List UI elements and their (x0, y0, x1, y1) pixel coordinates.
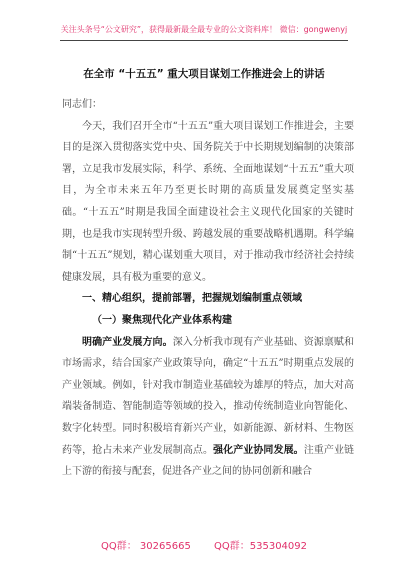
document-title: 在全市 “十五五” 重大项目谋划工作推进会上的讲话 (83, 68, 325, 80)
footer-qq-group-2: QQ群：535304092 (214, 541, 308, 552)
subsection-heading-1: （一）聚焦现代化产业体系构建 (92, 314, 232, 326)
footer-qq-group-1: QQ群： 30265665 (100, 541, 191, 552)
paragraph-text-1: 深入分析我市现有产业基础、资源禀赋和市场需求，结合国家产业政策导向，确定“十五五”时期重点发展的产业领域。例如，针对我市制造业基础较为雄厚的特点，加大对高端装备制造、智能制造等领域的投入，推动传统制造业向智能化、数字化转型。同时积极培育新兴产业，如新能源、新材料、生物医药等，抢占未来产业发展制高点。 (62, 336, 355, 456)
header-promo-note: 关注头条号“公文研究”，获得最新最全最专业的公文资料库！ 微信：gongwenyj (60, 25, 348, 34)
paragraph-lead-2: 强化产业协同发展。 (213, 444, 304, 456)
header-divider (60, 40, 348, 41)
paragraph-intro: 今天，我们召开全市“十五五”重大项目谋划工作推进会，主要目的是深入贯彻落实党中央、国务院关于中长期规划编制的决策部署，立足我市发展实际，科学、系统、全面地谋划“十五五”重大项目，为全市未来五年乃至更长时期的高质量发展奠定坚实基础。“十五五”时期是我国全面建设社会主义现代化国家的关键时期，也是我市实现转型升级、跨越发展的重要战略机遇期。科学编制“十五五”规划，精心谋划重大项目，对于推动我市经济社会持续健康发展，具有极为重要的意义。 (62, 120, 354, 283)
document-body (62, 94, 354, 483)
paragraph-text-2: 注重产业链上下游的衔接与配套，促进各产业之间的协同创新和融合 (62, 444, 355, 478)
footer-contact (0, 537, 408, 552)
greeting: 同志们： (62, 99, 102, 110)
section-heading-1: 一、精心组织，提前部署，把握规划编制重点领域 (82, 293, 302, 305)
paragraph-lead-1: 明确产业发展方向。 (82, 336, 173, 348)
paragraph-industry (62, 332, 354, 483)
